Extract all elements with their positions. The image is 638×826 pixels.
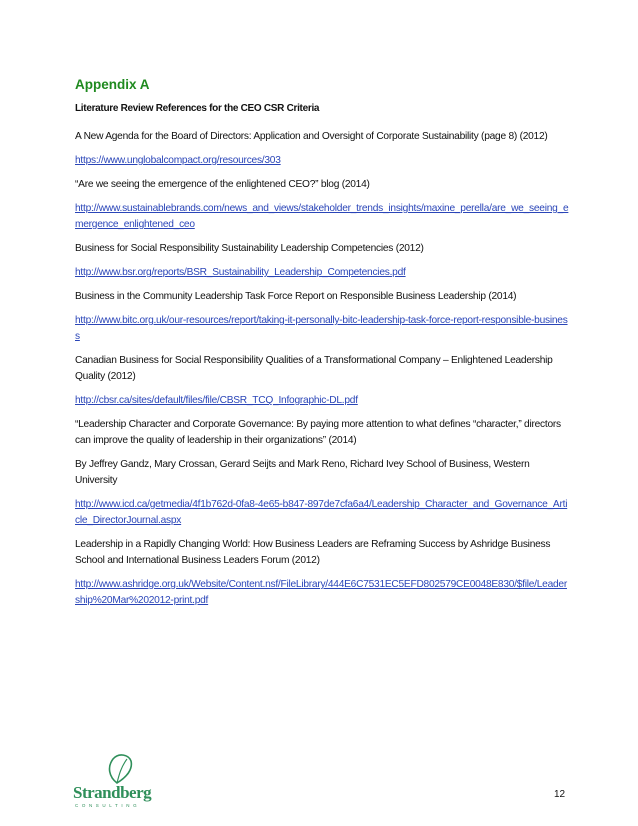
reference-link[interactable]: http://cbsr.ca/sites/default/files/file/CBSR_TCQ_Infographic-DL.pdf [75,395,358,406]
reference-link[interactable]: http://www.sustainablebrands.com/news_and_views/stakeholder_trends_insights/maxine_perella/are_we_seeing_emergence_enlightened_ceo [75,203,569,230]
reference-citation: By Jeffrey Gandz, Mary Crossan, Gerard Seijts and Mark Reno, Richard Ivey School of Business, Western University [75,459,530,486]
reference-link-entry [75,313,569,345]
reference-citation: A New Agenda for the Board of Directors: Application and Oversight of Corporate Sustainability (page 8) (2012) [75,131,548,142]
reference-citation: Leadership in a Rapidly Changing World: How Business Leaders are Reframing Success by Ashridge Business School and International Business Leaders Forum (2012) [75,539,551,566]
reference-link-entry [75,153,569,169]
reference-link-entry [75,497,569,529]
logo-tagline: CONSULTING [75,803,141,808]
reference-citation: Canadian Business for Social Responsibility Qualities of a Transformational Company – Enlightened Leadership Quality (2012) [75,355,553,382]
reference-link[interactable]: http://www.ashridge.org.uk/Website/Content.nsf/FileLibrary/444E6C7531EC5EFD802579CE0048E830/$file/Leadership%20Mar%202012-print.pdf [75,579,567,606]
reference-link[interactable]: https://www.unglobalcompact.org/resources/303 [75,155,281,166]
leaf-icon [73,753,163,787]
reference-citation: Business for Social Responsibility Sustainability Leadership Competencies (2012) [75,243,424,254]
reference-citation: “Are we seeing the emergence of the enlightened CEO?” blog (2014) [75,179,370,190]
reference-link[interactable]: http://www.icd.ca/getmedia/4f1b762d-0fa8-4e65-b847-897de7cfa6a4/Leadership_Character_and_Governance_Article_DirectorJournal.aspx [75,499,568,526]
reference-link-entry [75,201,569,233]
appendix-heading: Appendix A [75,77,150,92]
reference-link-entry [75,393,569,409]
reference-link-entry [75,265,569,281]
page-number: 12 [554,789,566,800]
section-subheading: Literature Review References for the CEO CSR Criteria [75,103,320,114]
reference-link-entry [75,577,569,609]
reference-link[interactable]: http://www.bitc.org.uk/our-resources/report/taking-it-personally-bitc-leadership-task-force-report-responsible-business [75,315,568,342]
logo-wordmark: Strandberg [73,783,152,802]
reference-citation: Business in the Community Leadership Task Force Report on Responsible Business Leadership (2014) [75,291,517,302]
reference-citation: “Leadership Character and Corporate Governance: By paying more attention to what defines “character,” directors can improve the quality of leadership in their organizations” (2014) [75,419,561,446]
reference-list [75,129,569,617]
reference-link[interactable]: http://www.bsr.org/reports/BSR_Sustainability_Leadership_Competencies.pdf [75,267,406,278]
strandberg-logo [73,753,163,809]
